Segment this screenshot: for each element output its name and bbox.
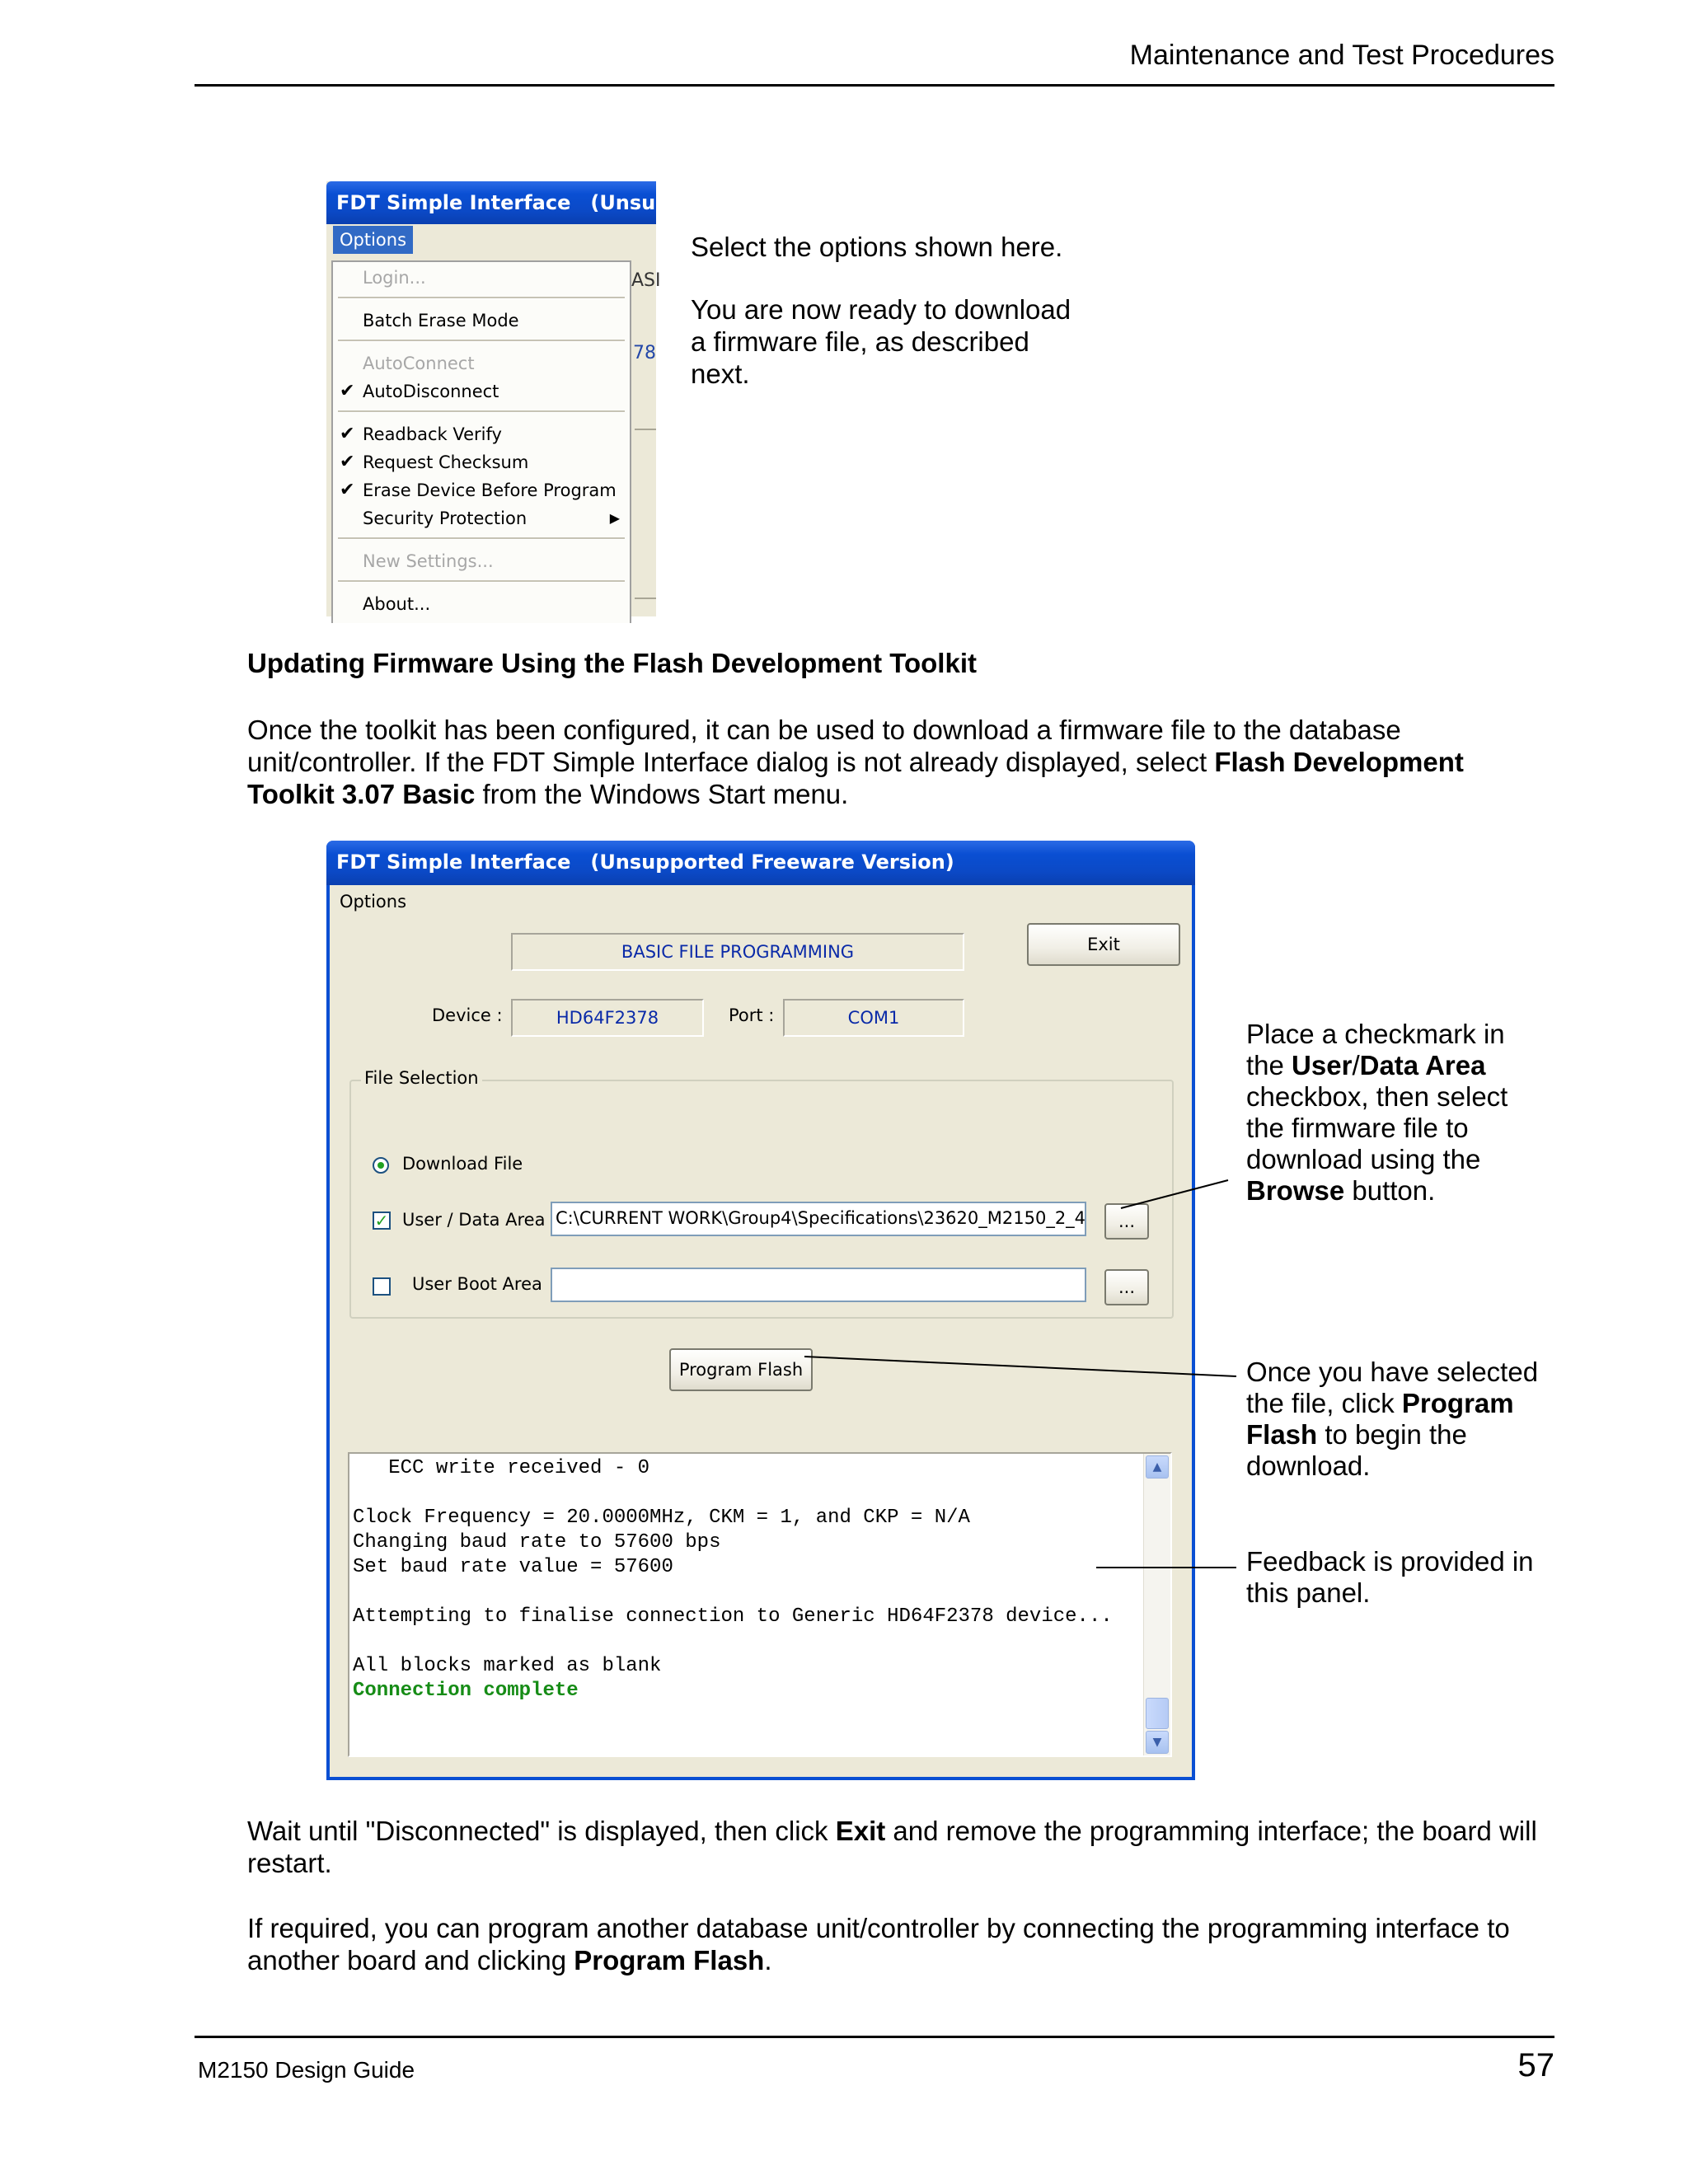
- menu-item-security-protection[interactable]: Security Protection ▶: [333, 504, 630, 532]
- page-header-title: Maintenance and Test Procedures: [1129, 40, 1554, 71]
- background-text-fragment: ASI: [631, 270, 661, 291]
- figure1-caption-1: Select the options shown here.: [691, 232, 1063, 262]
- log-line: Clock Frequency = 20.0000MHz, CKM = 1, and CKP = N/A: [353, 1507, 970, 1529]
- checkmark-icon: ✔: [340, 424, 355, 444]
- port-label: Port :: [729, 1005, 775, 1025]
- leader-line-browse: [1121, 1180, 1228, 1208]
- scroll-up-icon[interactable]: ▲: [1146, 1455, 1169, 1479]
- checkmark-icon: ✔: [340, 480, 355, 500]
- intro-paragraph: Once the toolkit has been configured, it can be used to download a firmware file to the database unit/controller. If the FDT Simple Interface dialog is not already displayed, select Flash Development Toolkit 3.07 Basic from the Windows Start menu.: [247, 715, 1464, 809]
- download-file-label: Download File: [402, 1154, 523, 1174]
- leader-line-program-flash: [804, 1357, 1236, 1376]
- menu-item-autodisconnect[interactable]: ✔ AutoDisconnect: [333, 377, 630, 405]
- page-number: 57: [1517, 2047, 1554, 2083]
- figure1-caption-2: You are now ready to download a firmware file, as described next.: [691, 294, 1071, 389]
- menu-item-about[interactable]: About...: [363, 594, 431, 614]
- log-line: Attempting to finalise connection to Generic HD64F2378 device...: [353, 1605, 1113, 1628]
- submenu-arrow-icon: ▶: [609, 510, 620, 526]
- menu-item-new-settings[interactable]: New Settings...: [363, 551, 494, 571]
- log-line: ECC write received - 0: [353, 1457, 650, 1479]
- window-title: FDT Simple Interface: [336, 851, 571, 874]
- program-flash-button[interactable]: Program Flash: [669, 1348, 813, 1391]
- log-line: All blocks marked as blank: [353, 1655, 662, 1677]
- section-heading: Updating Firmware Using the Flash Development Toolkit: [247, 648, 977, 678]
- window-title: FDT Simple Interface: [336, 191, 571, 214]
- window-title-suffix: (Unsupported Freeware Version): [590, 851, 954, 874]
- callout-feedback-panel: Feedback is provided in this panel.: [1246, 1546, 1534, 1608]
- checkmark-icon: ✔: [340, 381, 355, 401]
- window-title-suffix: (Unsupp: [590, 191, 684, 214]
- closing-paragraph-1: Wait until "Disconnected" is displayed, then click Exit and remove the programming interface; the board will restart.: [247, 1816, 1537, 1878]
- menu-item-request-checksum[interactable]: ✔ Request Checksum: [333, 448, 630, 476]
- log-line: Changing baud rate to 57600 bps: [353, 1531, 721, 1554]
- file-selection-label: File Selection: [361, 1068, 482, 1088]
- user-data-area-checkbox[interactable]: ✓: [373, 1212, 391, 1230]
- mode-display: BASIC FILE PROGRAMMING: [511, 933, 964, 971]
- footer-rule: [195, 2036, 1554, 2038]
- log-line: Set baud rate value = 57600: [353, 1556, 673, 1578]
- user-data-area-label: User / Data Area: [402, 1210, 546, 1230]
- checkmark-icon: ✔: [340, 452, 355, 472]
- user-boot-area-label: User Boot Area: [412, 1274, 542, 1294]
- background-text-fragment: 78: [633, 343, 656, 363]
- port-value: COM1: [783, 999, 964, 1037]
- closing-paragraph-2: If required, you can program another database unit/controller by connecting the programming interface to another board and clicking Program Flash.: [247, 1913, 1510, 1975]
- menu-item-login[interactable]: Login...: [363, 268, 426, 288]
- callout-program-flash: Once you have selected the file, click Program Flash to begin the download.: [1246, 1357, 1539, 1481]
- menu-item-erase-device-before-program[interactable]: ✔ Erase Device Before Program: [333, 476, 630, 504]
- log-line-connection-status: Connection complete: [353, 1680, 579, 1702]
- menu-item-autoconnect[interactable]: AutoConnect: [363, 354, 475, 373]
- user-data-path-input[interactable]: C:\CURRENT WORK\Group4\Specifications\23620_M2150_2_4: [551, 1202, 1086, 1236]
- menu-item-readback-verify[interactable]: ✔ Readback Verify: [333, 420, 630, 448]
- exit-button[interactable]: Exit: [1027, 923, 1180, 966]
- user-boot-browse-button[interactable]: ...: [1104, 1269, 1149, 1305]
- user-data-browse-button[interactable]: ...: [1104, 1203, 1149, 1240]
- options-menu[interactable]: Options: [340, 892, 407, 912]
- device-value: HD64F2378: [511, 999, 704, 1037]
- callout-user-data-area: Place a checkmark in the User/Data Area checkbox, then select the firmware file to download using the Browse button.: [1246, 1019, 1508, 1206]
- start-menu-item-name: Flash Development Toolkit 3.07 Basic: [247, 747, 1464, 809]
- options-menu[interactable]: Options: [333, 226, 413, 254]
- scroll-down-icon[interactable]: ▼: [1146, 1731, 1169, 1754]
- menu-item-batch-erase-mode[interactable]: Batch Erase Mode: [363, 311, 519, 330]
- footer-document-title: M2150 Design Guide: [198, 2057, 415, 2083]
- device-label: Device :: [432, 1005, 503, 1025]
